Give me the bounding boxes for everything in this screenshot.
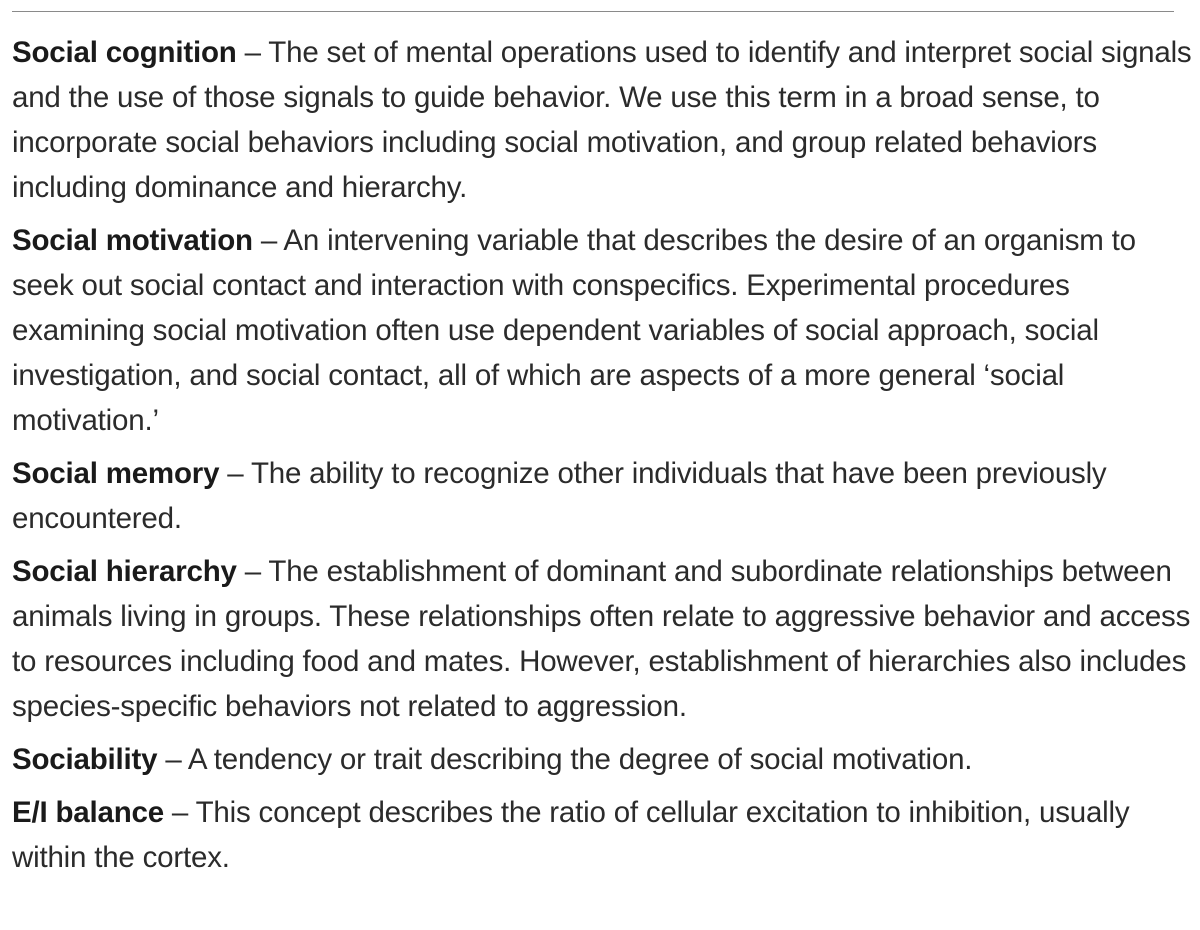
glossary-entry-social-motivation (12, 218, 1192, 443)
term-separator: – (157, 743, 188, 776)
glossary-entry-social-memory (12, 451, 1192, 541)
glossary-term: Social motivation (12, 224, 253, 257)
glossary-term: Social hierarchy (12, 555, 237, 588)
glossary-term: Social memory (12, 457, 220, 490)
term-separator: – (236, 36, 269, 69)
glossary-definition: An intervening variable that describes the desire of an organism to seek out social contact and interaction with conspecifics. Experimental procedures examining social motivation often use dependent variables of social approach, social investigation, and social contact, all of which are aspects of a more general ‘social motivation.’ (12, 224, 1136, 437)
glossary-definition: The ability to recognize other individuals that have been previously encountered. (12, 457, 1107, 535)
term-separator: – (252, 224, 284, 257)
glossary-term: E/I balance (12, 796, 164, 829)
glossary-entry-sociability (12, 737, 1192, 782)
glossary-entry-ei-balance (12, 790, 1192, 880)
term-separator: – (219, 457, 251, 490)
glossary-term: Social cognition (12, 36, 237, 69)
top-divider (12, 11, 1174, 12)
term-separator: – (163, 796, 196, 829)
glossary-entry-social-cognition (12, 30, 1192, 210)
glossary-definition: This concept describes the ratio of cellular excitation to inhibition, usually within the cortex. (12, 796, 1130, 874)
glossary-list (12, 30, 1192, 888)
glossary-term: Sociability (12, 743, 158, 776)
glossary-definition: The establishment of dominant and subordinate relationships between animals living in groups. These relationships often relate to aggressive behavior and access to resources including food and mates. However, establishment of hierarchies also includes species-specific behaviors not related to aggression. (12, 555, 1191, 723)
glossary-definition: A tendency or trait describing the degree of social motivation. (187, 743, 973, 776)
glossary-entry-social-hierarchy (12, 549, 1192, 729)
term-separator: – (236, 555, 269, 588)
glossary-definition: The set of mental operations used to identify and interpret social signals and the use of those signals to guide behavior. We use this term in a broad sense, to incorporate social behaviors including social motivation, and group related behaviors including dominance and hierarchy. (12, 36, 1192, 204)
